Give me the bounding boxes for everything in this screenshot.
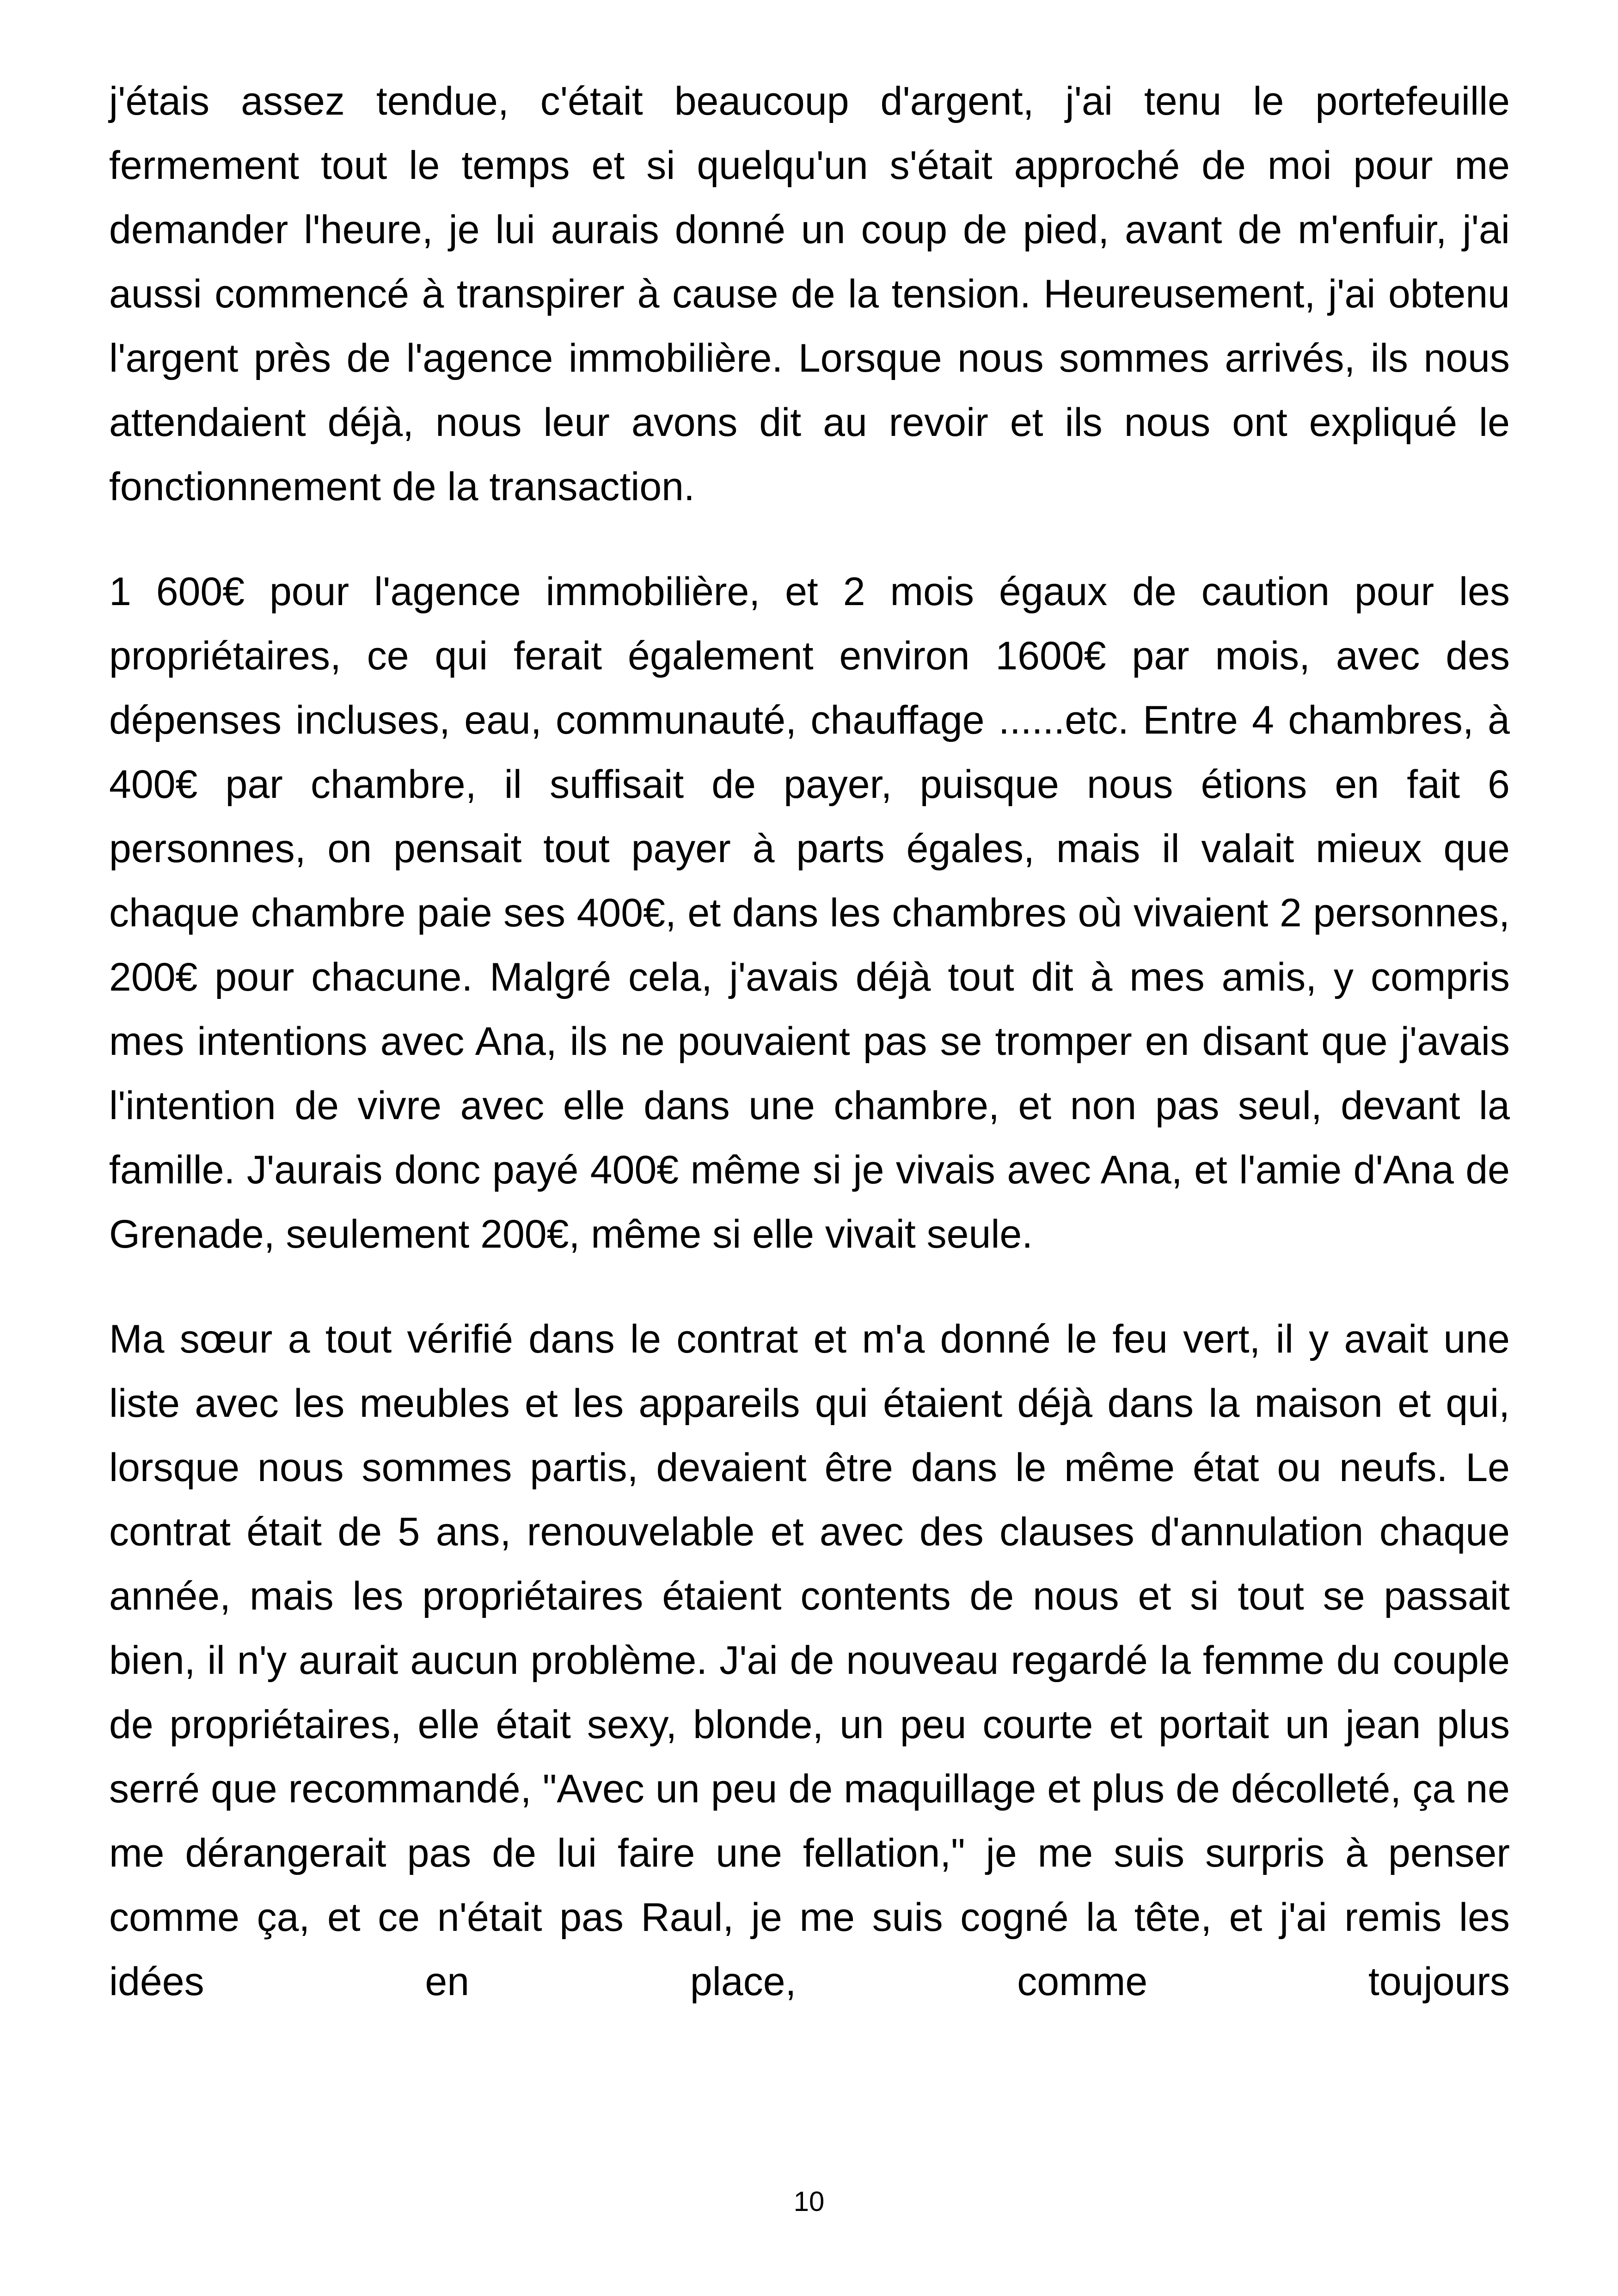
paragraph-1: j'étais assez tendue, c'était beaucoup d'argent, j'ai tenu le portefeuille fermement tout le temps et si quelqu'un s'était approché de moi pour me demander l'heure, je lui aurais donné un coup de pied, avant de m'enfuir, j'ai aussi commencé à transpirer à cause de la tension. Heureusement, j'ai obtenu l'argent près de l'agence immobilière. Lorsque nous sommes arrivés, ils nous attendaient déjà, nous leur avons dit au revoir et ils nous ont expliqué le fonctionnement de la transaction.: [109, 79, 1510, 509]
page-number: 10: [793, 2186, 825, 2217]
paragraph-3: Ma sœur a tout vérifié dans le contrat et m'a donné le feu vert, il y avait une liste avec les meubles et les appareils qui étaient déjà dans la maison et qui, lorsque nous sommes partis, devaient être dans le même état ou neufs. Le contrat était de 5 ans, renouvelable et avec des clauses d'annulation chaque année, mais les propriétaires étaient contents de nous et si tout se passait bien, il n'y aurait aucun problème. J'ai de nouveau regardé la femme du couple de propriétaires, elle était sexy, blonde, un peu courte et portait un jean plus serré que recommandé, "Avec un peu de maquillage et plus de décolleté, ça ne me dérangerait pas de lui faire une fellation," je me suis surpris à penser comme ça, et ce n'était pas Raul, je me suis cogné la tête, et j'ai remis les idées en place, comme toujours: [109, 1317, 1510, 2004]
paragraph-2: 1 600€ pour l'agence immobilière, et 2 mois égaux de caution pour les propriétaires, ce qui ferait également environ 1600€ par mois, avec des dépenses incluses, eau, communauté, chauffage ......etc. Entre 4 chambres, à 400€ par chambre, il suffisait de payer, puisque nous étions en fait 6 personnes, on pensait tout payer à parts égales, mais il valait mieux que chaque chambre paie ses 400€, et dans les chambres où vivaient 2 personnes, 200€ pour chacune. Malgré cela, j'avais déjà tout dit à mes amis, y compris mes intentions avec Ana, ils ne pouvaient pas se tromper en disant que j'avais l'intention de vivre avec elle dans une chambre, et non pas seul, devant la famille. J'aurais donc payé 400€ même si je vivais avec Ana, et l'amie d'Ana de Grenade, seulement 200€, même si elle vivait seule.: [109, 569, 1510, 1256]
page-body: [109, 69, 1510, 2055]
